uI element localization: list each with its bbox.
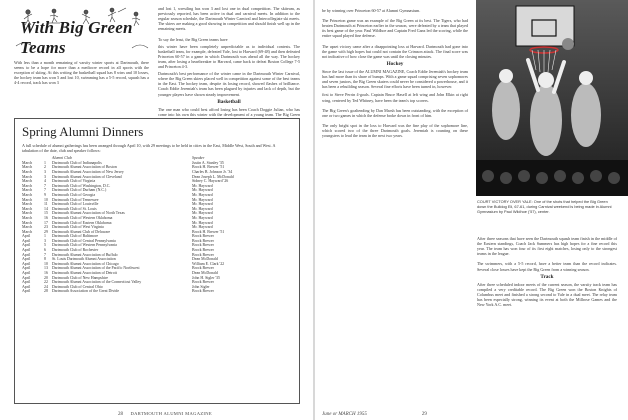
right-col2-text: first to Steve Perrin 4-goals. Captain Bruce Hasell at left wing and John Elkin at right wing, centered by Ted Whitney, have been the team's top scorers. The Big Green's goaltending by Dan Marsh has been outstanding, with the exception of one or two games in which the defense broke down in front of him. The only bright spot in the loss to Harvard was the fine play of the sophomore line, which scored two of the three Dartmouth goals. Jeremiah is counting on these youngsters to lead the team in the next two years. — [322, 92, 468, 139]
row-day: 7 — [44, 252, 46, 257]
page-number: 28 — [118, 412, 123, 417]
row-day: 20 — [44, 275, 48, 280]
row-day: 15 — [44, 211, 48, 216]
hockey-heading: Hockey — [386, 60, 404, 67]
row-month: April — [22, 266, 31, 271]
row-speaker: John Sigler — [192, 284, 210, 289]
row-speaker: Brock Brewer — [192, 252, 214, 257]
row-speaker: Mr. Hayward — [192, 192, 213, 197]
row-speaker: Brock Brewer — [192, 280, 214, 285]
row-speaker: Brock Brewer — [192, 266, 214, 271]
row-speaker: Brock H. Brewer '51 — [192, 165, 225, 170]
row-day: 2 — [44, 165, 46, 170]
row-club: Dartmouth Club of Louisville — [52, 202, 99, 207]
row-month: April — [22, 257, 31, 262]
row-speaker: Mr. Hayward — [192, 215, 213, 220]
row-speaker: Brock Brewer — [192, 234, 214, 239]
row-month: April — [22, 275, 31, 280]
row-club: Dartmouth Alumni Association of Detroit — [52, 271, 117, 276]
row-day: 1 — [44, 160, 46, 165]
row-month: April — [22, 284, 31, 289]
schedule-rows — [22, 161, 292, 294]
row-club: Dartmouth Alumni Association of the Pacific Northwest — [52, 266, 140, 271]
row-speaker: Mr. Hayward — [192, 211, 213, 216]
row-month: March — [22, 197, 33, 202]
row-speaker: Mr. Hayward — [192, 188, 213, 193]
row-month: March — [22, 211, 33, 216]
row-day: 14 — [44, 206, 48, 211]
box-title: Spring Alumni Dinners — [22, 124, 144, 139]
row-month: April — [22, 238, 31, 243]
row-day: 3 — [44, 169, 46, 174]
row-day: 8 — [44, 257, 46, 262]
row-club: Dartmouth Club of Tennessee — [52, 197, 99, 202]
row-speaker: Brock H. Brewer '51 — [192, 229, 225, 234]
column-lead-text: this winter have been completely unpredictable as to individual contests. The basketball team, for example, defeated Yale, lost to Harvard (69-48) and then defeated Princeton 60-57 in a game in which Dartmouth was ahead all the way. The hockey team, after losing a heartbreaker to Harvard, came back to defeat Boston College 7-5 and Princeton 4-3. — [158, 43, 300, 70]
row-club: Dartmouth Club of St. Louis — [52, 206, 97, 211]
row-day: 11 — [44, 202, 48, 207]
row-speaker: John H. Sigler '35 — [192, 275, 220, 280]
row-month: March — [22, 225, 33, 230]
row-month: March — [22, 206, 33, 211]
row-club: Dartmouth Club of Washington, D.C. — [52, 183, 111, 188]
row-club: St. Louis Dartmouth Alumni Association — [52, 257, 116, 262]
track-heading: Track — [540, 273, 554, 280]
photo-caption: COURT VICTORY OVER YALE: One of the shots that helped the Big Green down the Bulldog Eli, 67-61, during Carnival weekend is being made in Alumni Gymnasium by Paul Wildhoe ('57), center. — [477, 199, 612, 214]
row-month: March — [22, 202, 33, 207]
row-month: March — [22, 174, 33, 179]
row-club: Dartmouth Club of Central Ohio — [52, 284, 103, 289]
row-club: Dartmouth Club of Rochester — [52, 248, 99, 253]
row-day: 23 — [44, 225, 48, 230]
basketball-text: The one man who could best afford losing has been Coach Doggie Julian, who has come into his own this winter with the development of a young team. The Big Green — [158, 106, 300, 117]
row-month: April — [22, 271, 31, 276]
row-day: 10 — [44, 197, 48, 202]
row-speaker: Mr. Hayward — [192, 225, 213, 230]
hockey-text: Since the last issue of the ALUMNI MAGAZINE, Coach Eddie Jeremiah's hockey team has had more than its share of bumps. With a game squad comprising seven sophomores and seven juniors, the Big Green skaters could never be considered a powerhouse, and it has been a rebuilding season. Several fine efforts have been turned in, however. — [322, 69, 468, 90]
row-month: April — [22, 289, 31, 294]
row-club: Dartmouth Club of Virginia — [52, 179, 96, 184]
row-club: Dartmouth Alumni Club of Delaware — [52, 229, 111, 234]
issue-date: June or MARCH 1955 — [322, 412, 367, 417]
row-club: Dartmouth Club of West Virginia — [52, 225, 104, 230]
row-club: Dartmouth Club of Western Pennsylvania — [52, 243, 117, 248]
row-club: Dartmouth Club of Durham (N.C.) — [52, 188, 107, 193]
header-speaker: Speaker — [192, 156, 205, 161]
row-club: Dartmouth Club of New Hampshire — [52, 275, 108, 280]
row-speaker: Brock Brewer — [192, 248, 214, 253]
row-speaker: Mr. Hayward — [192, 197, 213, 202]
row-month: March — [22, 188, 33, 193]
header-club: Alumni Club — [52, 156, 72, 161]
row-speaker: Sidney C. Hayward '26 — [192, 179, 229, 184]
row-club: Dartmouth Association of the Great Divide — [52, 289, 120, 294]
page-footer-right — [322, 412, 427, 417]
row-speaker: Brock Brewer — [192, 289, 214, 294]
page-title: With Big Green Teams — [20, 18, 133, 57]
row-club: Dartmouth Alumni Association of Buffalo — [52, 252, 118, 257]
row-speaker: Dean McDonald — [192, 257, 218, 262]
row-month: March — [22, 229, 33, 234]
row-day: 24 — [44, 284, 48, 289]
page-number-right: 29 — [421, 412, 427, 417]
row-club: Dartmouth Alumni Association of North Texas — [52, 211, 125, 216]
row-club: Dartmouth Club of Central Pennsylvania — [52, 238, 116, 243]
row-day: 28 — [44, 289, 48, 294]
row-speaker: Dean Joseph L. McDonald — [192, 174, 234, 179]
row-day: 10 — [44, 261, 48, 266]
column-body-text: Dartmouth's best performance of the winter came in the Dartmouth Winter Carnival, where the Big Green skiers placed well in competition against some of the best teams in the East. The hockey team, despite its losing record, showed flashes of brilliance. Coach Eddie Jeremiah's team has been plagued by injuries and lack of depth, but the younger players have shown steady improvement. — [158, 71, 300, 97]
schedule-row — [22, 289, 292, 294]
row-speaker: Mr. Hayward — [192, 183, 213, 188]
basketball-photo — [476, 0, 628, 196]
alumni-dinners-box — [14, 118, 300, 404]
track-text: After three scheduled indoor meets of the current season, the varsity track team has compiled a very creditable record. The Big Green won the Boston Knights of Columbus meet and finished a strong second to Yale in a dual meet. The relay team has been especially strong, winning its event at both the Millrose Games and the New York A.C. meet. — [477, 281, 617, 308]
row-day: 9 — [44, 192, 46, 197]
right-col1 — [322, 8, 468, 404]
row-day: 3 — [44, 174, 46, 179]
row-month: March — [22, 183, 33, 188]
row-speaker: Brock Brewer — [192, 238, 214, 243]
row-month: March — [22, 160, 33, 165]
row-day: 29 — [44, 229, 48, 234]
row-month: March — [22, 215, 33, 220]
row-speaker: Justin A. Stanley '35 — [192, 160, 224, 165]
row-day: 13 — [44, 266, 48, 271]
row-club: Dartmouth Club of Indianapolis — [52, 160, 102, 165]
row-club: Dartmouth Alumni Association of the Connecticut Valley — [52, 280, 142, 285]
row-speaker: Mr. Hayward — [192, 220, 213, 225]
row-day: 17 — [44, 220, 48, 225]
row-club: Dartmouth Club of Western Oklahoma — [52, 215, 113, 220]
row-speaker: Dean McDonald — [192, 271, 218, 276]
row-day: 16 — [44, 271, 48, 276]
row-month: April — [22, 261, 31, 266]
row-day: 6 — [44, 248, 46, 253]
column-text — [158, 6, 300, 118]
row-day: 1 — [44, 234, 46, 239]
basketball-heading: Basketball — [217, 98, 241, 105]
row-club: Dartmouth Alumni Association of Cleveland — [52, 174, 122, 179]
right-col1-text: be by winning over Princeton 60-57 at Alumni Gymnasium. The Princeton game was an example of the Big Green at its best. The Tigers, who had beaten Dartmouth at Princeton earlier in the season, were defeated by a team that played its best game of the year. Paul Wildhoe and Captain Fred Ganz led the scoring, while the entire squad played fine defense. The upset victory came after a disappointing loss at Harvard. Dartmouth had gone into the game with high hopes but could not contain the Crimson attack. The final score was not indicative of how close the game was until the closing minutes. — [322, 8, 468, 59]
row-speaker: Charles B. Johnson Jr. '34 — [192, 169, 233, 174]
right-col3 — [477, 236, 617, 404]
row-day: 4 — [44, 179, 46, 184]
dinner-schedule-table — [22, 156, 292, 294]
row-month: March — [22, 179, 33, 184]
row-month: April — [22, 252, 31, 257]
column-intro: and lost 1, wrestling has won 3 and lost one in dual competition. The skiteam, as previously reported, has been active in dual and carnival meets. In addition to the regular season schedule, the Dartmouth Winter Carnival and Intercollegiate ski meets. The skiers are making a good showing in competition and should finish well up in the remaining meets. To say the least, the Big Green teams have — [158, 6, 300, 42]
right-page — [314, 0, 628, 420]
row-day: 22 — [44, 280, 48, 285]
intro-text-col1: With less than a month remaining of varsity winter sports at Dartmouth, there seems to be a hope for more than a mediocre record in all sports with the exception of skiing. At this writing the basketball squad has 8 wins and 10 losses, the hockey team has won 5 and lost 10, swimming has a 5-5 record, squash has a 4-4 record, track has won 3 — [14, 60, 149, 86]
row-speaker: Brock Brewer — [192, 243, 214, 248]
row-day: 16 — [44, 215, 48, 220]
row-speaker: Mr. Hayward — [192, 202, 213, 207]
row-month: March — [22, 192, 33, 197]
row-club: Dartmouth Club of Baltimore — [52, 234, 99, 239]
row-club: Dartmouth Alumni Association of Boston — [52, 165, 117, 170]
row-speaker: William E. Clark '22 — [192, 261, 225, 266]
row-month: April — [22, 234, 31, 239]
row-month: March — [22, 169, 33, 174]
row-day: 7 — [44, 183, 46, 188]
row-day: 3 — [44, 238, 46, 243]
magazine-name: DARTMOUTH ALUMNI MAGAZINE — [130, 411, 212, 416]
row-month: April — [22, 280, 31, 285]
row-month: March — [22, 220, 33, 225]
page-footer — [118, 411, 212, 417]
row-month: April — [22, 243, 31, 248]
row-club: Dartmouth Club of Eastern Oklahoma — [52, 220, 112, 225]
row-day: 5 — [44, 243, 46, 248]
row-club: Dartmouth Alumni Association of New Jersey — [52, 169, 124, 174]
box-intro: A full schedule of alumni gatherings has been arranged through April 10, with 29 meetings to be held in cities in the East, Middle West, South and West. A tabulation of the date, club and speaker follows: — [22, 143, 276, 154]
row-day: 7 — [44, 188, 46, 193]
row-club: Dartmouth Alumni Association of Chicago — [52, 261, 119, 266]
row-month: March — [22, 165, 33, 170]
right-col3-text: After three seasons that have seen the Dartmouth squash team finish in the middle of the Eastern standings, Coach Jack Summers has high hopes for a fine record this year. The team has won four of its first eight matches, losing only to the strongest teams in the league. The swimmers, with a 5-5 record, have a better team than the record indicates. Several close losses have kept the Big Green from a winning season. — [477, 236, 617, 272]
row-club: Dartmouth Club of Georgia — [52, 192, 96, 197]
row-month: April — [22, 248, 31, 253]
section-heading — [14, 6, 154, 56]
row-speaker: Mr. Hayward — [192, 206, 213, 211]
